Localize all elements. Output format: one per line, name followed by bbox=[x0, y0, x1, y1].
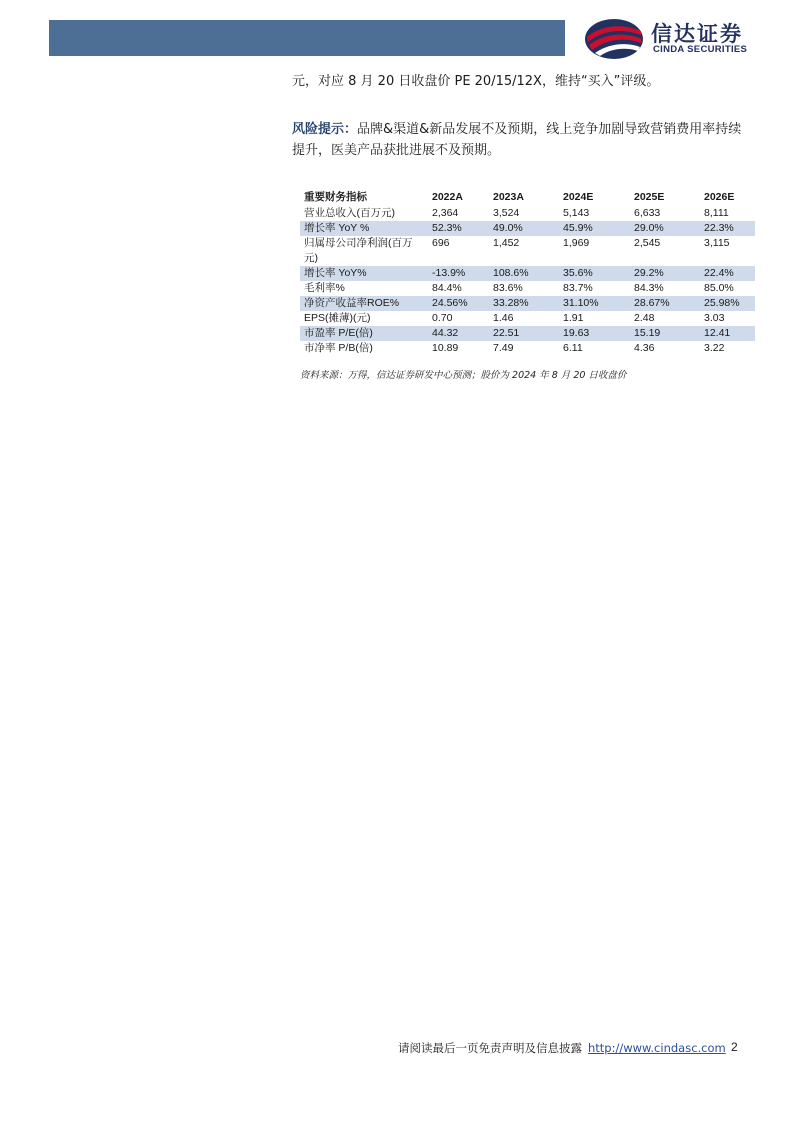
table-header-cell: 2025E bbox=[634, 191, 665, 203]
cinda-emblem-icon bbox=[583, 17, 645, 61]
table-row bbox=[300, 341, 755, 356]
table-cell: 15.19 bbox=[630, 326, 700, 341]
row-label: 归属母公司净利润(百万元) bbox=[304, 237, 413, 264]
table-cell: 22.4% bbox=[700, 266, 755, 281]
table-cell: 29.0% bbox=[630, 221, 700, 236]
table-cell: 1.46 bbox=[493, 312, 514, 324]
table-cell: 5,143 bbox=[563, 207, 590, 219]
table-cell: 3.03 bbox=[704, 312, 725, 324]
table-row bbox=[300, 206, 755, 221]
table-cell: 44.32 bbox=[428, 326, 489, 341]
valuation-paragraph: 元，对应 8 月 20 日收盘价 PE 20/15/12X，维持“买入”评级。 bbox=[292, 74, 660, 89]
table-cell: 33.28% bbox=[489, 296, 559, 311]
risk-text: 品牌&渠道&新品发展不及预期，线上竞争加剧导致营销费用率持续提升，医美产品获批进展不及预期。 bbox=[292, 122, 742, 158]
table-cell: 1,969 bbox=[563, 237, 590, 249]
table-cell: 696 bbox=[432, 237, 450, 249]
table-cell: 84.4% bbox=[432, 282, 462, 294]
table-header-row bbox=[300, 189, 755, 206]
table-cell: 84.3% bbox=[634, 282, 664, 294]
table-cell: 31.10% bbox=[559, 296, 630, 311]
header-band bbox=[49, 20, 565, 56]
website-link[interactable]: http://www.cindasc.com bbox=[588, 1041, 726, 1055]
row-label: 净资产收益率ROE% bbox=[300, 296, 428, 311]
table-source-note: 资料来源：万得，信达证券研发中心预测；股价为 2024 年 8 月 20 日收盘价 bbox=[300, 370, 627, 381]
table-cell: 10.89 bbox=[432, 342, 459, 354]
table-row bbox=[300, 236, 755, 266]
footer bbox=[398, 1040, 726, 1056]
row-label: 毛利率% bbox=[304, 282, 345, 294]
table-cell: 35.6% bbox=[559, 266, 630, 281]
cinda-logo bbox=[583, 17, 783, 61]
table-cell: 83.6% bbox=[493, 282, 523, 294]
table-cell: 2,364 bbox=[432, 207, 459, 219]
table-cell: 6.11 bbox=[563, 342, 583, 354]
row-label: 市盈率 P/E(倍) bbox=[300, 326, 428, 341]
table-row bbox=[300, 326, 755, 341]
table-cell: 24.56% bbox=[428, 296, 489, 311]
row-label: 增长率 YoY % bbox=[300, 221, 428, 236]
table-row bbox=[300, 311, 755, 326]
table-header-cell: 2023A bbox=[493, 191, 524, 203]
row-label: 市净率 P/B(倍) bbox=[304, 342, 373, 354]
table-header-cell: 2022A bbox=[432, 191, 463, 203]
table-cell: 85.0% bbox=[704, 282, 734, 294]
logo-chinese-name: 信达证券 bbox=[651, 22, 743, 46]
table-cell: 28.67% bbox=[630, 296, 700, 311]
risk-paragraph bbox=[292, 119, 752, 161]
financial-indicators-table bbox=[300, 189, 755, 356]
table-cell: 108.6% bbox=[489, 266, 559, 281]
row-label: EPS(摊薄)(元) bbox=[304, 312, 371, 324]
table-cell: 1.91 bbox=[563, 312, 584, 324]
table-cell: 52.3% bbox=[428, 221, 489, 236]
table-cell: 25.98% bbox=[700, 296, 755, 311]
table-cell: 12.41 bbox=[700, 326, 755, 341]
footer-disclaimer: 请阅读最后一页免责声明及信息披露 bbox=[398, 1041, 582, 1055]
table-cell: 29.2% bbox=[630, 266, 700, 281]
table-cell: 22.3% bbox=[700, 221, 755, 236]
table-row bbox=[300, 281, 755, 296]
table-cell: 4.36 bbox=[634, 342, 655, 354]
table-cell: 0.70 bbox=[432, 312, 453, 324]
table-cell: -13.9% bbox=[428, 266, 489, 281]
table-cell: 45.9% bbox=[559, 221, 630, 236]
table-cell: 8,111 bbox=[704, 207, 729, 219]
table-cell: 2,545 bbox=[634, 237, 661, 249]
table-cell: 3,115 bbox=[704, 237, 730, 249]
table-cell: 7.49 bbox=[493, 342, 514, 354]
table-row bbox=[300, 266, 755, 281]
table-header-cell: 重要财务指标 bbox=[304, 191, 367, 203]
table-row bbox=[300, 221, 755, 236]
table-cell: 49.0% bbox=[489, 221, 559, 236]
table-cell: 83.7% bbox=[563, 282, 593, 294]
row-label: 增长率 YoY% bbox=[300, 266, 428, 281]
table-cell: 1,452 bbox=[493, 237, 520, 249]
table-cell: 22.51 bbox=[489, 326, 559, 341]
table-row bbox=[300, 296, 755, 311]
logo-english-name: CINDA SECURITIES bbox=[653, 44, 748, 55]
table-header-cell: 2024E bbox=[563, 191, 594, 203]
table-cell: 3,524 bbox=[493, 207, 520, 219]
table-cell: 3.22 bbox=[704, 342, 725, 354]
table-cell: 19.63 bbox=[559, 326, 630, 341]
row-label: 营业总收入(百万元) bbox=[304, 207, 395, 219]
table-header-cell: 2026E bbox=[704, 191, 735, 203]
table-cell: 6,633 bbox=[634, 207, 661, 219]
page-number: 2 bbox=[731, 1040, 738, 1054]
table-cell: 2.48 bbox=[634, 312, 655, 324]
risk-label: 风险提示： bbox=[292, 122, 358, 137]
